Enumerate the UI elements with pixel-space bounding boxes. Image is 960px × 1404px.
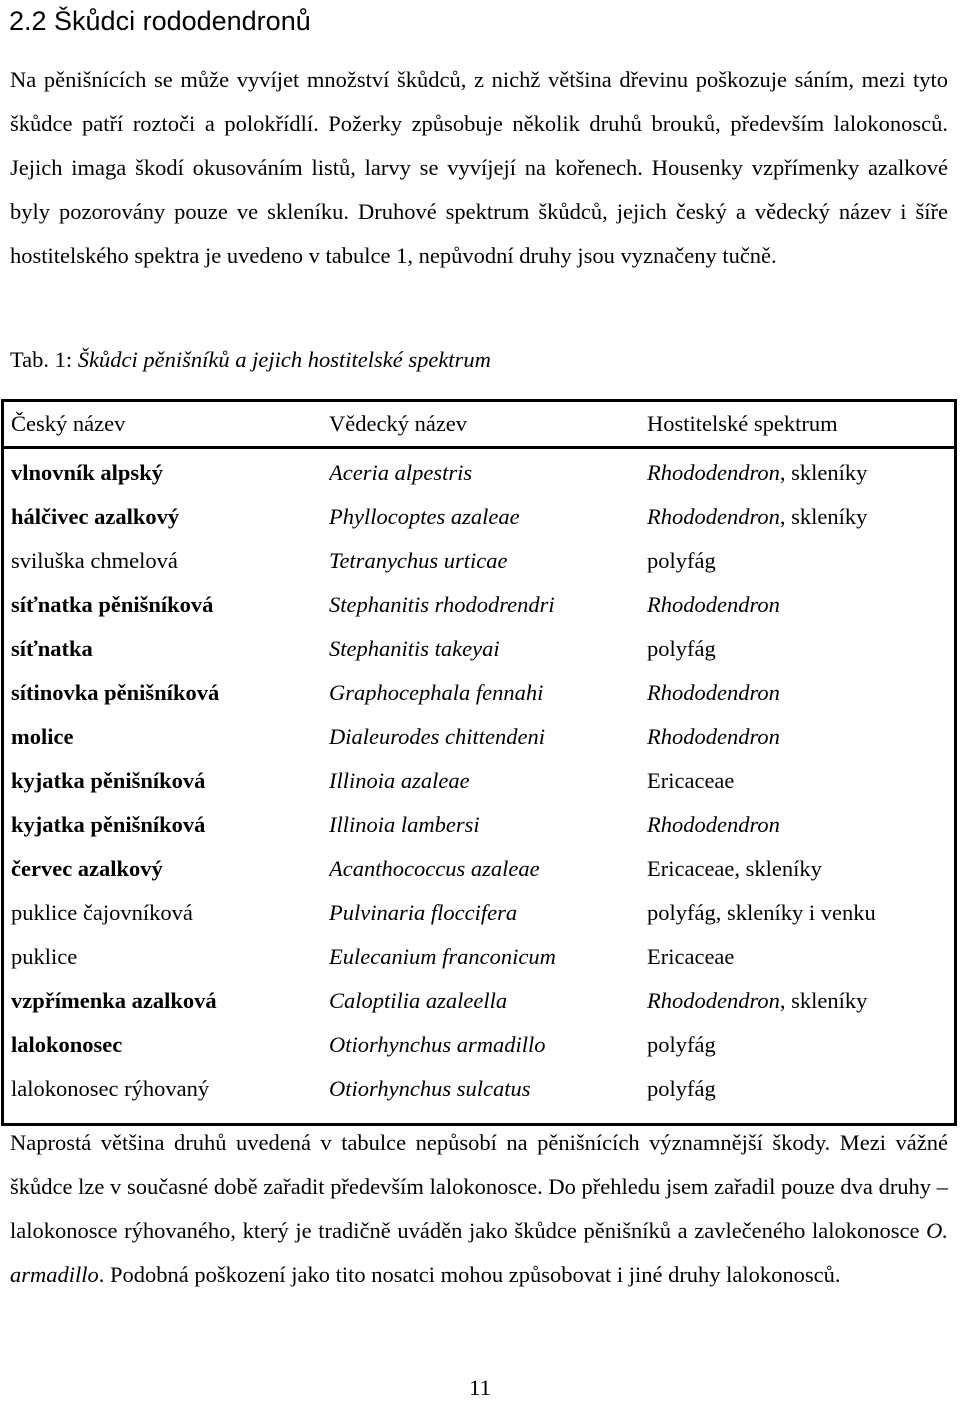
table-row: [4, 1023, 954, 1067]
host-spectrum-cell: [647, 1067, 954, 1111]
header-scientific-name: Vědecký název: [329, 411, 468, 436]
scientific-name-cell: Illinoia azaleae: [329, 768, 470, 793]
host-spectrum-cell: [647, 847, 954, 891]
host-text: , skleníky: [779, 988, 868, 1013]
scientific-name-cell: Pulvinaria floccifera: [329, 900, 518, 925]
host-text: , skleníky: [779, 460, 868, 485]
host-spectrum-cell: [647, 451, 954, 495]
intro-paragraph: Na pěnišnících se může vyvíjet množství škůdců, z nichž většina dřevinu poškozuje sáním, mezi tyto škůdce patří roztoči a polokřídlí. Požerky způsobuje několik druhů brouků, především lalokonosců. Jejich imaga škodí okusováním listů, larvy se vyvíjejí na kořenech. Housenky vzpřímenky azalkové byly pozorovány pouze ve skleníku. Druhové spektrum škůdců, jejich český a vědecký název i šíře hostitelského spektra je uvedeno v tabulce 1, nepůvodní druhy jsou vyznačeny tučně.: [10, 67, 948, 268]
table-row: [4, 495, 954, 539]
host-spectrum-cell: [647, 979, 954, 1023]
czech-name-cell: síťnatka pěnišníková: [11, 592, 214, 617]
table-body: [4, 451, 954, 1123]
czech-name-cell: hálčivec azalkový: [11, 504, 180, 529]
table-caption: [10, 338, 491, 382]
czech-name-cell: kyjatka pěnišníková: [11, 768, 206, 793]
pest-table: [1, 399, 957, 1126]
host-spectrum-cell: [647, 1023, 954, 1067]
table-row: [4, 451, 954, 495]
host-genus: Rhododendron: [647, 460, 780, 485]
host-genus: Rhododendron: [647, 680, 780, 705]
host-spectrum-cell: [647, 539, 954, 583]
host-spectrum-cell: [647, 935, 954, 979]
czech-name-cell: síťnatka: [11, 636, 93, 661]
table-row: [4, 847, 954, 891]
host-text: polyfág, skleníky i venku: [647, 900, 876, 925]
scientific-name-cell: Dialeurodes chittendeni: [329, 724, 545, 749]
host-text: Ericaceae, skleníky: [647, 856, 822, 881]
scientific-name-cell: Acanthococcus azaleae: [329, 856, 540, 881]
host-spectrum-cell: [647, 495, 954, 539]
host-genus: Rhododendron: [647, 988, 780, 1013]
host-spectrum-cell: [647, 803, 954, 847]
host-text: Ericaceae: [647, 768, 735, 793]
table-row: [4, 671, 954, 715]
host-genus: Rhododendron: [647, 504, 780, 529]
table-row: [4, 715, 954, 759]
scientific-name-cell: Stephanitis rhododrendri: [329, 592, 555, 617]
header-czech-name: Český název: [11, 411, 126, 436]
scientific-name-cell: Phyllocoptes azaleae: [329, 504, 520, 529]
table-header-row: [4, 402, 954, 449]
host-spectrum-cell: [647, 891, 954, 935]
czech-name-cell: vzpřímenka azalková: [11, 988, 217, 1013]
host-genus: Rhododendron: [647, 592, 780, 617]
czech-name-cell: kyjatka pěnišníková: [11, 812, 206, 837]
czech-name-cell: lalokonosec: [11, 1032, 123, 1057]
scientific-name-cell: Illinoia lambersi: [329, 812, 480, 837]
host-text: , skleníky: [779, 504, 868, 529]
outro-text-part1: Naprostá většina druhů uvedená v tabulce nepůsobí na pěnišnících významnější škody. Mezi vážné škůdce lze v současné době zařadit především lalokonosce. Do přehledu jsem zařadil pouze dva druhy – lalokonosce rýhovaného, který je tradičně uváděn jako škůdce pěnišníků a zavlečeného lalokonosce: [10, 1130, 948, 1243]
table-row: [4, 979, 954, 1023]
host-text: polyfág: [647, 1032, 716, 1057]
czech-name-cell: sítinovka pěnišníková: [11, 680, 220, 705]
outro-paragraph: [10, 1121, 948, 1297]
czech-name-cell: sviluška chmelová: [11, 548, 178, 573]
czech-name-cell: molice: [11, 724, 74, 749]
czech-name-cell: puklice čajovníková: [11, 900, 193, 925]
table-row: [4, 539, 954, 583]
table-row: [4, 759, 954, 803]
outro-species-abbrev: O. armadillo: [10, 1218, 948, 1287]
scientific-name-cell: Otiorhynchus armadillo: [329, 1032, 546, 1057]
czech-name-cell: červec azalkový: [11, 856, 163, 881]
scientific-name-cell: Caloptilia azaleella: [329, 988, 508, 1013]
table-row: [4, 627, 954, 671]
scientific-name-cell: Stephanitis takeyai: [329, 636, 500, 661]
scientific-name-cell: Otiorhynchus sulcatus: [329, 1076, 531, 1101]
section-heading: 2.2 Škůdci rododendronů: [9, 6, 311, 36]
table-row: [4, 803, 954, 847]
header-host-spectrum: Hostitelské spektrum: [647, 411, 838, 436]
outro-text-part2: . Podobná poškození jako tito nosatci mohou způsobovat i jiné druhy lalokonosců.: [98, 1262, 841, 1287]
scientific-name-cell: Aceria alpestris: [329, 460, 473, 485]
table-row: [4, 1067, 954, 1111]
host-genus: Rhododendron: [647, 812, 780, 837]
host-text: polyfág: [647, 548, 716, 573]
table-caption-title: Škůdci pěnišníků a jejich hostitelské spektrum: [77, 347, 491, 372]
scientific-name-cell: Tetranychus urticae: [329, 548, 508, 573]
scientific-name-cell: Eulecanium franconicum: [329, 944, 556, 969]
host-text: polyfág: [647, 1076, 716, 1101]
czech-name-cell: puklice: [11, 944, 78, 969]
table-row: [4, 935, 954, 979]
page-number: 11: [469, 1375, 491, 1400]
table-row: [4, 891, 954, 935]
host-spectrum-cell: [647, 759, 954, 803]
host-genus: Rhododendron: [647, 724, 780, 749]
host-spectrum-cell: [647, 583, 954, 627]
host-spectrum-cell: [647, 627, 954, 671]
host-spectrum-cell: [647, 715, 954, 759]
czech-name-cell: lalokonosec rýhovaný: [11, 1076, 210, 1101]
table-row: [4, 583, 954, 627]
host-text: Ericaceae: [647, 944, 735, 969]
czech-name-cell: vlnovník alpský: [11, 460, 163, 485]
scientific-name-cell: Graphocephala fennahi: [329, 680, 544, 705]
host-text: polyfág: [647, 636, 716, 661]
table-caption-prefix: Tab. 1:: [10, 347, 78, 372]
host-spectrum-cell: [647, 671, 954, 715]
